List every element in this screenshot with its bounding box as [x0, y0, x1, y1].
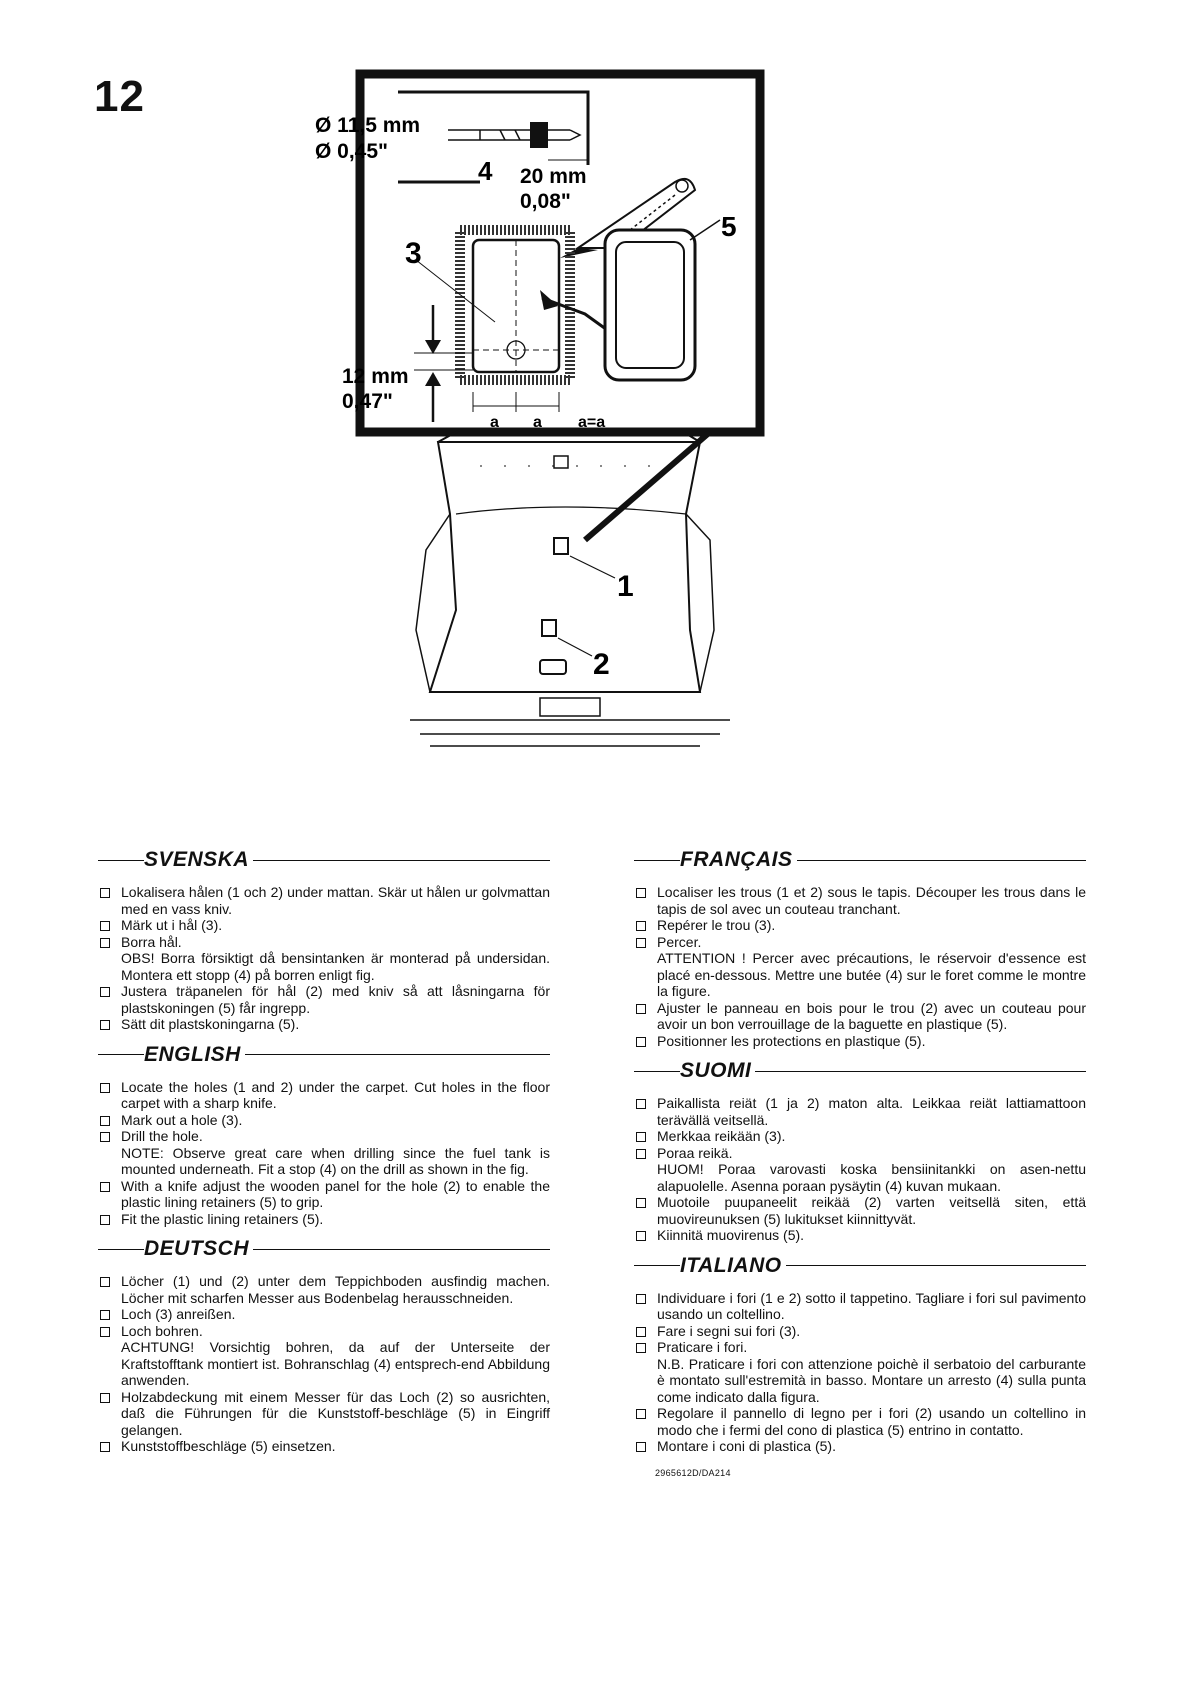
instruction-text: Localiser les trous (1 et 2) sous le tapis. Découper les trous dans le tapis de sol avec un couteau tranchant. [657, 884, 1086, 917]
callout-2: 2 [593, 648, 610, 681]
instruction-text-block [121, 1112, 550, 1129]
instruction-item [634, 1227, 1086, 1244]
heading-rule [634, 860, 680, 861]
instruction-item [98, 1016, 550, 1033]
instruction-text-block [121, 1323, 550, 1389]
instruction-text-block [121, 1079, 550, 1112]
checkbox-icon [100, 987, 110, 997]
instruction-text: Loch bohren. [121, 1322, 203, 1339]
instruction-text: Poraa reikä. [657, 1144, 733, 1161]
section-heading [98, 848, 550, 872]
instruction-text-block [121, 983, 550, 1016]
checkbox-icon [100, 1327, 110, 1337]
instruction-item [634, 1000, 1086, 1033]
checkbox-icon [100, 1020, 110, 1030]
instruction-text-block [657, 1339, 1086, 1405]
section-title: ENGLISH [144, 1042, 241, 1066]
section-english [98, 1043, 550, 1228]
instruction-text-block [657, 1194, 1086, 1227]
instruction-text-block [657, 1033, 1086, 1050]
heading-rule [786, 1265, 1086, 1266]
instruction-item [98, 917, 550, 934]
instruction-text: Locate the holes (1 and 2) under the carpet. Cut holes in the floor carpet with a sharp knife. [121, 1078, 550, 1111]
document-reference: 2965612D/DA214 [655, 1467, 731, 1478]
section-title: FRANÇAIS [680, 848, 793, 871]
instruction-item [98, 1306, 550, 1323]
instruction-text-block [657, 934, 1086, 1000]
instruction-text: Fare i segni sui fori (3). [657, 1322, 801, 1339]
instruction-item [98, 1389, 550, 1439]
instruction-item [98, 1079, 550, 1112]
instruction-text: Kiinnitä muovirenus (5). [657, 1227, 805, 1243]
checkbox-icon [636, 1037, 646, 1047]
instruction-text-block [121, 1306, 550, 1323]
instruction-item [98, 884, 550, 917]
section-heading [634, 848, 1086, 872]
heading-rule [797, 860, 1087, 861]
instruction-item [634, 1339, 1086, 1405]
section-suomi [634, 1059, 1086, 1244]
instruction-note: ACHTUNG! Vorsichtig bohren, da auf der Unterseite der Kraftstofftank montiert ist. Bohranschlag (4) entsprech-end Abbildung anwenden. [121, 1339, 550, 1388]
instruction-note: OBS! Borra försiktigt då bensintanken är monterad på undersidan. Montera ett stopp (4) på borren enligt fig. [121, 950, 550, 983]
instruction-item [98, 1128, 550, 1178]
checkbox-icon [100, 921, 110, 931]
section-heading [98, 1237, 550, 1261]
instruction-text: Mark out a hole (3). [121, 1111, 243, 1128]
callout-4: 4 [478, 156, 493, 186]
instruction-item [98, 934, 550, 984]
section-svenska [98, 848, 550, 1033]
instruction-item [98, 983, 550, 1016]
instruction-text-block [657, 1128, 1086, 1145]
instruction-text: Repérer le trou (3). [657, 917, 776, 933]
checkbox-icon [636, 1004, 646, 1014]
instruction-text: Kunststoffbeschläge (5) einsetzen. [121, 1438, 336, 1454]
callout-1: 1 [617, 570, 634, 603]
checkbox-icon [636, 1442, 646, 1452]
instruction-item [634, 884, 1086, 917]
heading-rule [253, 860, 550, 861]
instruction-text: Individuare i fori (1 e 2) sotto il tappetino. Tagliare i fori sul pavimento usando un coltellino. [657, 1289, 1086, 1322]
right-column [634, 848, 1086, 1481]
instruction-item [634, 1194, 1086, 1227]
spacing-label-2: a [533, 414, 542, 431]
section-title: DEUTSCH [144, 1237, 250, 1260]
instruction-text-block [657, 1323, 1086, 1340]
section-heading [634, 1059, 1086, 1083]
instruction-text: Percer. [657, 933, 702, 950]
section-heading [634, 1254, 1086, 1278]
checkbox-icon [636, 1409, 646, 1419]
instruction-text-block [121, 1128, 550, 1178]
instruction-text: Merkkaa reikään (3). [657, 1128, 786, 1144]
section-francais [634, 848, 1086, 1049]
stop-length-in: 0,08" [520, 190, 571, 213]
heading-rule [634, 1071, 680, 1072]
instruction-text: Regolare il pannello di legno per i fori (2) usando un coltellino in modo che i fermi del cono di plastica (5) entrino in contatto. [657, 1405, 1086, 1438]
installation-drawing [315, 70, 850, 840]
instruction-text: Drill the hole. [121, 1128, 203, 1144]
instruction-item [634, 1033, 1086, 1050]
checkbox-icon [100, 1393, 110, 1403]
left-column [98, 848, 550, 1465]
heading-rule [245, 1054, 550, 1055]
checkbox-icon [100, 1116, 110, 1126]
callout-5: 5 [721, 211, 737, 242]
instruction-text: Positionner les protections en plastique (5). [657, 1032, 926, 1049]
instruction-text-block [121, 1438, 550, 1455]
drill-diameter-mm: Ø 11,5 mm [315, 114, 421, 137]
section-deutsch [98, 1237, 550, 1455]
instruction-text: Fit the plastic lining retainers (5). [121, 1210, 324, 1227]
section-title: ITALIANO [680, 1253, 782, 1277]
drill-flutes [480, 130, 520, 140]
instruction-text-block [121, 1016, 550, 1033]
drill-stop [530, 122, 548, 148]
callout-3: 3 [405, 237, 422, 270]
spacing-equality: a=a [578, 414, 606, 431]
instruction-text: Paikallista reiät (1 ja 2) maton alta. Leikkaa reiät lattiamattoon terävällä veitsellä. [657, 1095, 1086, 1128]
instruction-text: Praticare i fori. [657, 1339, 748, 1355]
installation-figure [315, 70, 850, 840]
heading-rule [755, 1071, 1086, 1072]
trunk-floor-drawing [410, 430, 730, 746]
checkbox-icon [100, 938, 110, 948]
checkbox-icon [100, 888, 110, 898]
instruction-item [634, 934, 1086, 1000]
heading-rule [98, 860, 144, 861]
instruction-item [634, 1128, 1086, 1145]
instruction-text-block [657, 1405, 1086, 1438]
heading-rule [98, 1249, 144, 1250]
instruction-text: Holzabdeckung mit einem Messer für das Loch (2) so ausrichten, daß die Führungen für die Kunststoff-beschläge (5) in Eingriff gelangen. [121, 1388, 550, 1438]
drill-diameter-in: Ø 0,45" [315, 140, 388, 163]
instruction-note: ATTENTION ! Percer avec précautions, le réservoir d'essence est placé en-dessous. Mettre une butée (4) sur le foret comme le montre la figure. [657, 950, 1086, 999]
instruction-item [98, 1211, 550, 1228]
instruction-text: Loch (3) anreißen. [121, 1306, 236, 1322]
plastic-retainer [605, 230, 695, 380]
instruction-text: Borra hål. [121, 933, 182, 950]
offset-in: 0,47" [342, 390, 393, 413]
instruction-item [98, 1273, 550, 1306]
instruction-text-block [657, 884, 1086, 917]
instruction-text: With a knife adjust the wooden panel for the hole (2) to enable the plastic lining retainers (5) to grip. [121, 1177, 550, 1210]
checkbox-icon [100, 1182, 110, 1192]
page-number: 12 [94, 72, 145, 121]
drill-diameter-bracket [398, 92, 588, 165]
instruction-text-block [121, 1273, 550, 1306]
instruction-text-block [121, 884, 550, 917]
instruction-text: Ajuster le panneau en bois pour le trou (2) avec un couteau pour avoir un bon verrouillage de la baguette en plastique (5). [657, 999, 1086, 1032]
instruction-text: Justera träpanelen för hål (2) med kniv så att låsningarna för plastskoningen (5) får ingrepp. [121, 983, 550, 1016]
instruction-text-block [657, 1095, 1086, 1128]
instruction-text-block [657, 1438, 1086, 1455]
section-heading [98, 1043, 550, 1067]
instruction-note: HUOM! Poraa varovasti koska bensiinitankki on asen-nettu alapuolelle. Asenna poraan pysäytin (4) kuvan mukaan. [657, 1161, 1086, 1194]
section-title: SUOMI [680, 1059, 752, 1082]
instruction-text-block [121, 934, 550, 984]
checkbox-icon [636, 1343, 646, 1353]
section-italiano [634, 1254, 1086, 1455]
instruction-item [98, 1112, 550, 1129]
instruction-text-block [657, 1000, 1086, 1033]
heading-rule [634, 1265, 680, 1266]
instruction-text: Sätt dit plastskoningarna (5). [121, 1016, 300, 1032]
checkbox-icon [636, 1231, 646, 1241]
checkbox-icon [100, 1132, 110, 1142]
instruction-item [634, 917, 1086, 934]
instruction-item [634, 1323, 1086, 1340]
checkbox-icon [100, 1215, 110, 1225]
instruction-text-block [657, 1145, 1086, 1195]
stop-length-mm: 20 mm [520, 165, 587, 188]
instruction-item [634, 1095, 1086, 1128]
instruction-note: NOTE: Observe great care when drilling since the fuel tank is mounted underneath. Fit a stop (4) on the drill as shown in the fig. [121, 1144, 550, 1177]
checkbox-icon [100, 1277, 110, 1287]
checkbox-icon [636, 1132, 646, 1142]
instruction-text-block [121, 917, 550, 934]
instruction-text: Montare i coni di plastica (5). [657, 1438, 836, 1454]
instruction-text-block [121, 1389, 550, 1439]
checkbox-icon [636, 1294, 646, 1304]
checkbox-icon [636, 1327, 646, 1337]
checkbox-icon [100, 1310, 110, 1320]
instruction-item [634, 1405, 1086, 1438]
instruction-text-block [121, 1211, 550, 1228]
instruction-text-block [121, 1178, 550, 1211]
instruction-item [98, 1178, 550, 1211]
checkbox-icon [100, 1083, 110, 1093]
instruction-text: Märk ut i hål (3). [121, 917, 223, 933]
instruction-text: Löcher (1) und (2) unter dem Teppichboden ausfindig machen. Löcher mit scharfen Messer aus Bodenbelag herausschneiden. [121, 1273, 550, 1306]
instruction-text-block [657, 917, 1086, 934]
checkbox-icon [636, 938, 646, 948]
instruction-item [98, 1438, 550, 1455]
instruction-item [634, 1290, 1086, 1323]
instruction-item [634, 1438, 1086, 1455]
instruction-text: Lokalisera hålen (1 och 2) under mattan. Skär ut hålen ur golvmattan med en vass kniv. [121, 884, 550, 917]
heading-rule [253, 1249, 550, 1250]
instruction-text-block [657, 1227, 1086, 1244]
checkbox-icon [100, 1442, 110, 1452]
instruction-text-block [657, 1290, 1086, 1323]
offset-mm: 12 mm [342, 365, 409, 388]
instruction-note: N.B. Praticare i fori con attenzione poichè il serbatoio del carburante è montato sull'estremità in basso. Montare un arresto (4) sulla punta come indicato dalla figura. [657, 1355, 1086, 1405]
heading-rule [98, 1054, 144, 1055]
spacing-label-1: a [490, 414, 499, 431]
instruction-text: Muotoile puupaneelit reikää (2) varten veitsellä siten, että muovireunuksen (5) lukitukset kiinnittyvät. [657, 1194, 1086, 1227]
checkbox-icon [636, 1149, 646, 1159]
instruction-item [634, 1145, 1086, 1195]
checkbox-icon [636, 1099, 646, 1109]
section-title: SVENSKA [144, 848, 250, 871]
checkbox-icon [636, 888, 646, 898]
checkbox-icon [636, 1198, 646, 1208]
instruction-item [98, 1323, 550, 1389]
checkbox-icon [636, 921, 646, 931]
